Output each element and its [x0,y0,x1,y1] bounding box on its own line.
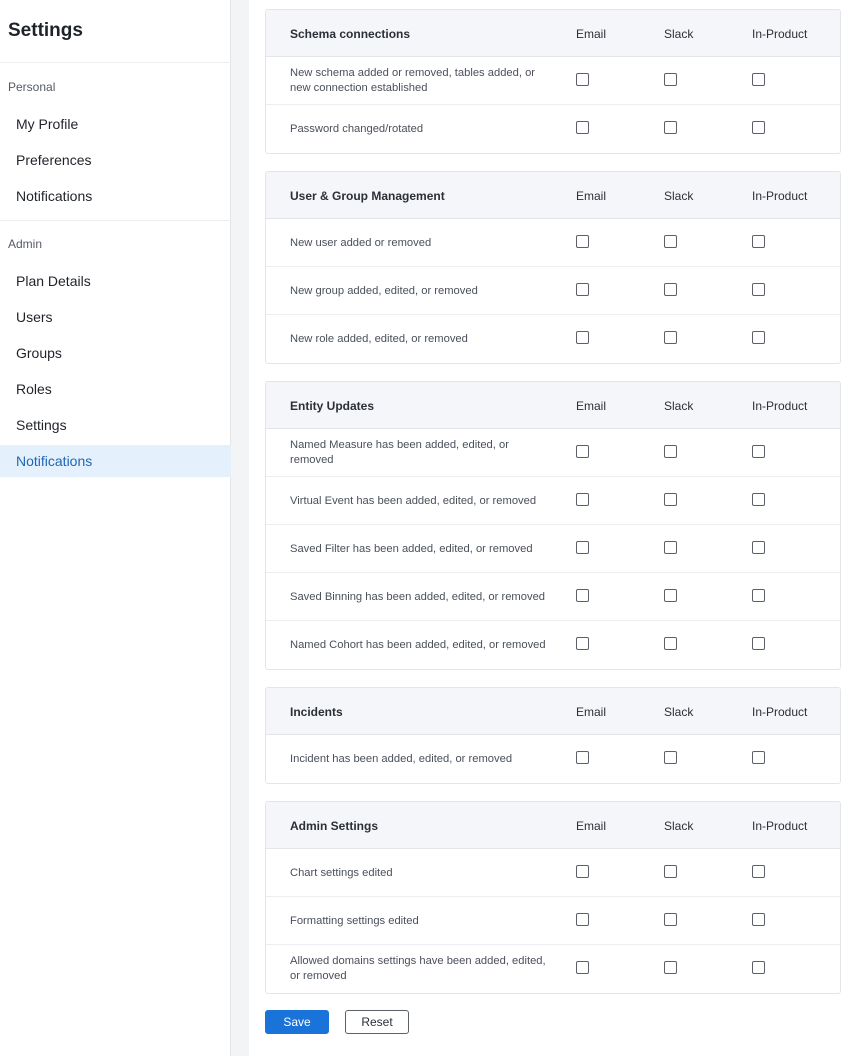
table-row [266,477,840,525]
email-checkbox[interactable] [576,235,589,248]
row-label: New user added or removed [290,236,432,249]
sidebar-item-notifications-personal[interactable]: Notifications [16,188,93,204]
in-product-checkbox[interactable] [752,445,765,458]
slack-checkbox[interactable] [664,73,677,86]
slack-checkbox[interactable] [664,445,677,458]
page-title: Settings [8,20,83,41]
divider [0,62,231,63]
slack-checkbox[interactable] [664,751,677,764]
slack-checkbox[interactable] [664,637,677,650]
column-header-in-product: In-Product [752,704,808,719]
row-label: New role added, edited, or removed [290,332,468,345]
column-header-email: Email [576,26,607,41]
save-button[interactable]: Save [265,1010,329,1034]
sidebar-item-users[interactable]: Users [16,309,53,325]
column-header-slack: Slack [664,26,694,41]
column-header-in-product: In-Product [752,26,808,41]
email-checkbox[interactable] [576,751,589,764]
email-checkbox[interactable] [576,283,589,296]
table-row [266,945,840,993]
section-entity-updates [265,381,841,670]
in-product-checkbox[interactable] [752,121,765,134]
in-product-checkbox[interactable] [752,493,765,506]
table-row [266,105,840,153]
table-row [266,735,840,783]
row-label: Password changed/rotated [290,122,424,135]
sidebar-item-preferences[interactable]: Preferences [16,152,92,168]
reset-button[interactable]: Reset [345,1010,409,1034]
row-label: Incident has been added, edited, or removed [290,752,513,765]
email-checkbox[interactable] [576,541,589,554]
sidebar-item-groups[interactable]: Groups [16,345,62,361]
section-header [266,10,840,57]
sidebar [0,0,231,1056]
row-label: Saved Binning has been added, edited, or removed [290,590,546,603]
slack-checkbox[interactable] [664,589,677,602]
section-title: Schema connections [290,26,411,41]
table-row [266,525,840,573]
table-row [266,849,840,897]
slack-checkbox[interactable] [664,331,677,344]
in-product-checkbox[interactable] [752,961,765,974]
column-header-slack: Slack [664,704,694,719]
section-user-group-management [265,171,841,364]
slack-checkbox[interactable] [664,121,677,134]
table-row [266,621,840,669]
table-row [266,57,840,105]
section-header [266,172,840,219]
in-product-checkbox[interactable] [752,865,765,878]
slack-checkbox[interactable] [664,283,677,296]
slack-checkbox[interactable] [664,541,677,554]
email-checkbox[interactable] [576,961,589,974]
column-header-in-product: In-Product [752,818,808,833]
section-admin-settings [265,801,841,994]
section-header [266,382,840,429]
row-label: New schema added or removed, tables added, or new connection established [290,67,536,94]
row-label: Named Cohort has been added, edited, or removed [290,638,546,651]
slack-checkbox[interactable] [664,913,677,926]
sidebar-item-settings[interactable]: Settings [16,417,67,433]
in-product-checkbox[interactable] [752,637,765,650]
column-header-in-product: In-Product [752,398,808,413]
sidebar-item-my-profile[interactable]: My Profile [16,116,79,132]
row-label: Chart settings edited [290,866,393,879]
column-header-slack: Slack [664,188,694,203]
sidebar-item-roles[interactable]: Roles [16,381,52,397]
row-label: Virtual Event has been added, edited, or removed [290,494,537,507]
section-incidents [265,687,841,784]
row-label: Saved Filter has been added, edited, or removed [290,542,533,555]
section-title: Admin Settings [290,818,379,833]
email-checkbox[interactable] [576,493,589,506]
row-label: Named Measure has been added, edited, or removed [290,439,509,466]
section-title: User & Group Management [290,188,445,203]
email-checkbox[interactable] [576,121,589,134]
table-row [266,573,840,621]
table-row [266,429,840,477]
in-product-checkbox[interactable] [752,541,765,554]
table-row [266,897,840,945]
main-content [249,0,850,1056]
column-header-email: Email [576,398,607,413]
section-title: Incidents [290,704,343,719]
row-label: Formatting settings edited [290,914,419,927]
in-product-checkbox[interactable] [752,235,765,248]
table-row [266,267,840,315]
in-product-checkbox[interactable] [752,751,765,764]
column-header-email: Email [576,704,607,719]
section-label-admin: Admin [8,237,43,251]
column-header-slack: Slack [664,818,694,833]
sidebar-item-notifications-admin[interactable]: Notifications [0,445,231,477]
email-checkbox[interactable] [576,637,589,650]
in-product-checkbox[interactable] [752,73,765,86]
column-header-slack: Slack [664,398,694,413]
in-product-checkbox[interactable] [752,283,765,296]
section-schema-connections [265,9,841,154]
section-title: Entity Updates [290,398,375,413]
section-header [266,802,840,849]
column-header-email: Email [576,818,607,833]
slack-checkbox[interactable] [664,493,677,506]
table-row [266,219,840,267]
slack-checkbox[interactable] [664,235,677,248]
column-header-email: Email [576,188,607,203]
email-checkbox[interactable] [576,331,589,344]
email-checkbox[interactable] [576,445,589,458]
divider [0,220,231,221]
email-checkbox[interactable] [576,865,589,878]
email-checkbox[interactable] [576,589,589,602]
sidebar-item-plan-details[interactable]: Plan Details [16,273,91,289]
in-product-checkbox[interactable] [752,589,765,602]
section-label-personal: Personal [8,80,56,94]
row-label: New group added, edited, or removed [290,284,478,297]
in-product-checkbox[interactable] [752,331,765,344]
column-header-in-product: In-Product [752,188,808,203]
slack-checkbox[interactable] [664,961,677,974]
email-checkbox[interactable] [576,913,589,926]
email-checkbox[interactable] [576,73,589,86]
section-header [266,688,840,735]
table-row [266,315,840,363]
row-label: Allowed domains settings have been added, edited, or removed [290,955,546,982]
in-product-checkbox[interactable] [752,913,765,926]
slack-checkbox[interactable] [664,865,677,878]
